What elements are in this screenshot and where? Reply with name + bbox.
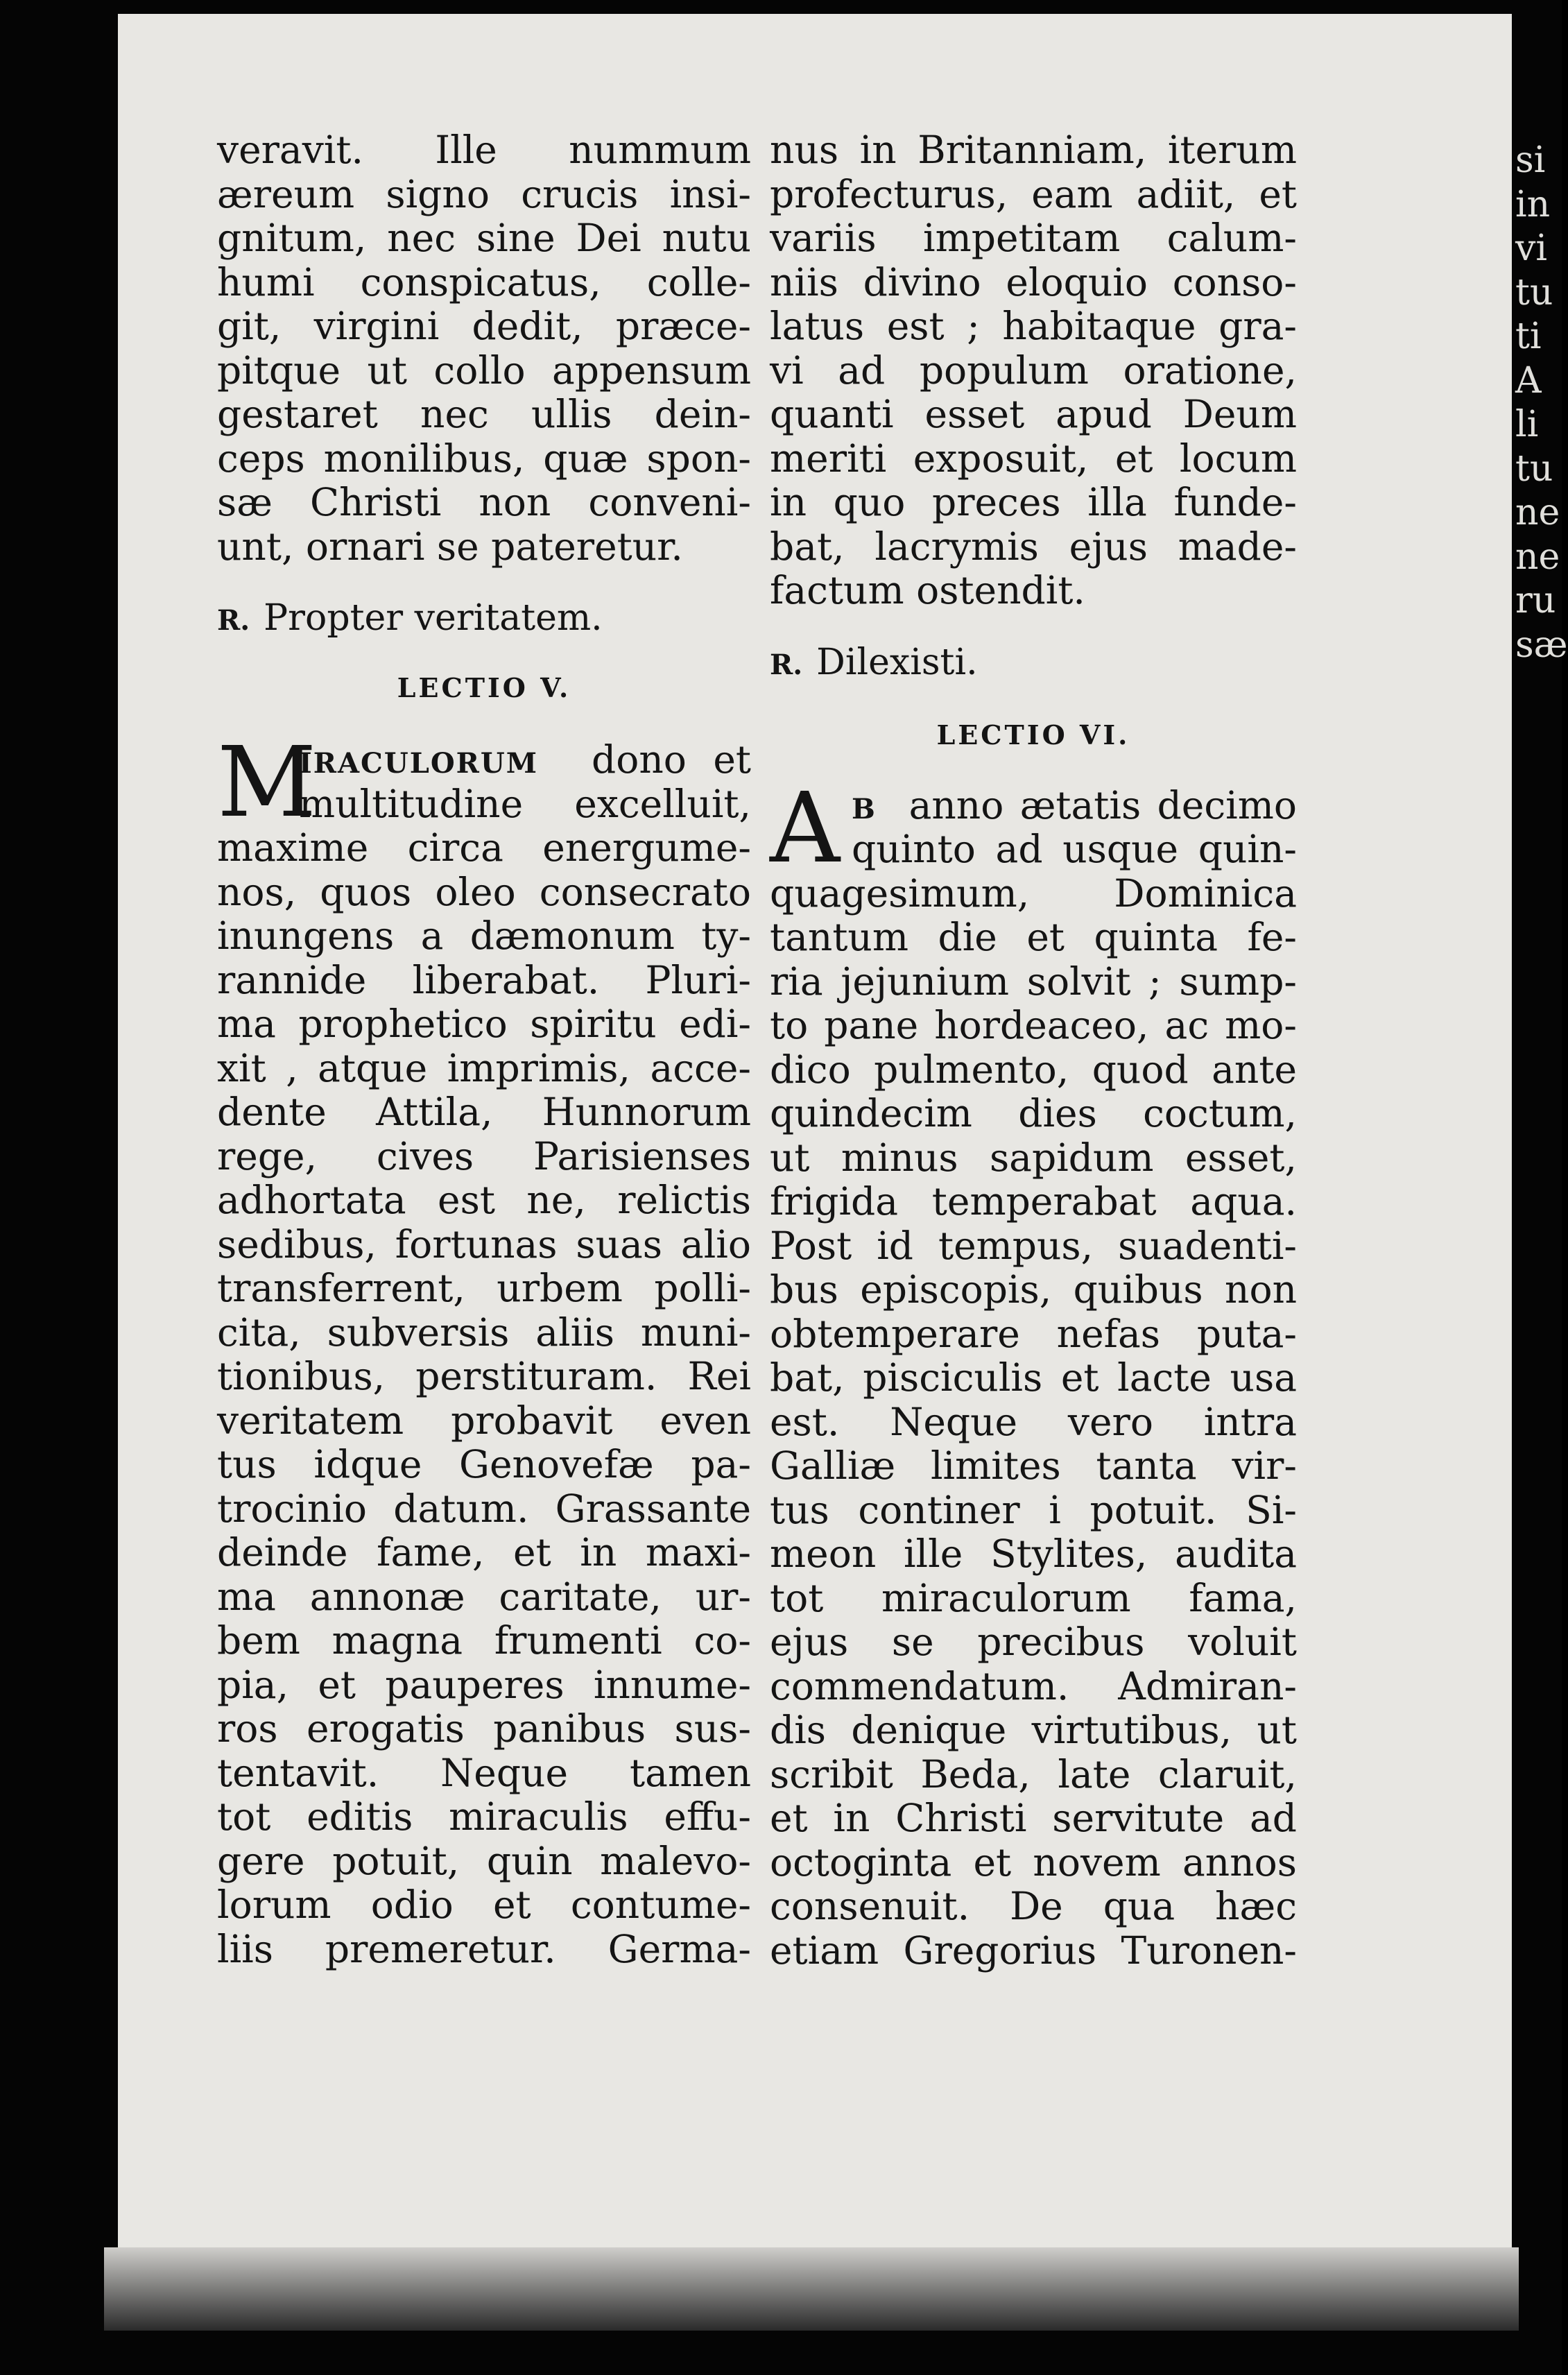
text-line: cita, subversis aliis muni- xyxy=(217,1310,751,1355)
text-line: nos, quos oleo consecrato xyxy=(217,869,751,914)
text-line: ria jejunium solvit ; sump- xyxy=(770,959,1297,1004)
right-responsory xyxy=(770,638,1297,687)
edge-fragment: li xyxy=(1515,404,1539,445)
dropcap-line-1-rest: dono et xyxy=(592,737,751,782)
text-line: Post id tempus, suadenti- xyxy=(770,1223,1297,1268)
edge-fragment: ne xyxy=(1515,535,1560,578)
text-line: dente Attila, Hunnorum xyxy=(217,1090,751,1134)
text-line: tus continer i potuit. Si- xyxy=(770,1487,1297,1532)
edge-fragment: vi xyxy=(1515,228,1548,269)
text-line: pia, et pauperes innume- xyxy=(217,1662,751,1707)
text-line: Galliæ limites tanta vir- xyxy=(770,1443,1297,1488)
responsory-mark: R. xyxy=(217,604,250,637)
text-line: rannide liberabat. Pluri- xyxy=(217,957,751,1002)
text-line: dis denique virtutibus, ut xyxy=(770,1708,1297,1752)
text-line: nus in Britanniam, iterum xyxy=(770,128,1297,172)
text-line: transferrent, urbem polli- xyxy=(217,1266,751,1310)
text-line: quindecim dies coctum, xyxy=(770,1091,1297,1135)
text-line: humi conspicatus, colle- xyxy=(217,259,751,305)
right-dropcap-block xyxy=(770,771,1298,885)
text-line: dico pulmento, quod ante xyxy=(770,1047,1297,1092)
text-line: ejus se precibus voluit xyxy=(770,1620,1297,1664)
text-line: gere potuit, quin malevo- xyxy=(217,1838,751,1883)
edge-fragment: ti xyxy=(1515,316,1542,357)
text-line: ceps monilibus, quæ spon- xyxy=(217,436,751,481)
text-line: tot editis miraculis effu- xyxy=(217,1794,751,1839)
left-dropcap-block xyxy=(217,726,751,839)
text-line: veritatem probavit even xyxy=(217,1398,751,1443)
text-line: gestaret nec ullis dein- xyxy=(217,392,751,436)
edge-fragment: sæ xyxy=(1515,624,1568,666)
left-top-text xyxy=(217,128,751,569)
lectio-heading-v: LECTIO V. xyxy=(397,672,571,703)
text-line: consenuit. De qua hæc xyxy=(770,1884,1297,1928)
text-line: vi ad populum oratione, xyxy=(770,348,1297,393)
text-line: bem magna frumenti co- xyxy=(217,1618,751,1663)
text-line: quanti esset apud Deum xyxy=(770,392,1297,436)
text-line: ma prophetico spiritu edi- xyxy=(217,1002,751,1046)
text-line: tionibus, perstituram. Rei xyxy=(217,1354,751,1398)
text-line: bat, pisciculis et lacte usa xyxy=(770,1355,1297,1400)
text-line: to pane hordeaceo, ac mo- xyxy=(770,1003,1297,1047)
text-line: bat, lacrymis ejus made- xyxy=(770,524,1297,569)
small-caps-word: B xyxy=(852,792,877,825)
dropcap-letter: A xyxy=(770,771,841,885)
dropcap-line-1 xyxy=(770,784,1297,828)
text-line: profecturus, eam adiit, et xyxy=(770,171,1297,216)
text-line: xit , atque imprimis, acce- xyxy=(217,1045,751,1090)
edge-fragment: in xyxy=(1515,183,1551,225)
text-line: etiam Gregorius Turonen- xyxy=(770,1928,1297,1973)
edge-fragment: ru xyxy=(1515,580,1556,621)
dropcap-letter: M xyxy=(217,726,317,839)
text-line: tot miraculorum fama, xyxy=(770,1575,1297,1620)
text-line: sedibus, fortunas suas alio xyxy=(217,1221,751,1267)
dropcap-line-2: multitudine excelluit, xyxy=(299,781,751,826)
text-line: deinde fame, et in maxi- xyxy=(217,1530,751,1575)
text-line: git, virgini dedit, præce- xyxy=(217,304,751,348)
dropcap-line-1-rest: anno ætatis decimo xyxy=(908,782,1298,828)
right-body-text xyxy=(770,872,1297,1973)
text-line: quagesimum, Dominica xyxy=(770,871,1297,916)
text-line: octoginta et novem annos xyxy=(770,1840,1297,1885)
left-body-text xyxy=(217,826,751,1971)
edge-fragment: si xyxy=(1515,139,1546,181)
text-line: ros erogatis panibus sus- xyxy=(217,1706,751,1751)
page-bottom-shadow xyxy=(104,2247,1519,2331)
text-line: tentavit. Neque tamen xyxy=(217,1750,751,1795)
text-line: inungens a dæmonum ty- xyxy=(217,914,751,958)
text-line: veravit. Ille nummum xyxy=(217,128,751,172)
text-line: tantum die et quinta fe- xyxy=(770,915,1297,959)
lectio-heading-vi: LECTIO VI. xyxy=(936,719,1130,751)
text-line: maxime circa energume- xyxy=(217,825,751,870)
text-line: est. Neque vero intra xyxy=(770,1399,1297,1444)
text-line: sæ Christi non conveni- xyxy=(217,480,751,524)
text-line: in quo preces illa funde- xyxy=(770,480,1297,524)
edge-fragment: tu xyxy=(1515,271,1553,314)
text-line: commendatum. Admiran- xyxy=(770,1663,1297,1708)
right-top-text xyxy=(770,128,1297,613)
text-line: æreum signo crucis insi- xyxy=(217,171,751,216)
text-line: bus episcopis, quibus non xyxy=(770,1267,1297,1312)
dropcap-line-2: quinto ad usque quin- xyxy=(852,827,1297,871)
text-line: meriti exposuit, et locum xyxy=(770,436,1297,481)
responsory-text: Propter veritatem. xyxy=(264,597,603,639)
text-line: pitque ut collo appensum xyxy=(217,348,751,393)
text-line: obtemperare nefas puta- xyxy=(770,1311,1297,1356)
text-line: gnitum, nec sine Dei nutu xyxy=(217,216,751,260)
text-line: scribit Beda, late claruit, xyxy=(770,1751,1297,1797)
edge-fragment: A xyxy=(1515,359,1542,402)
left-column xyxy=(217,128,751,1971)
text-line: rege, cives Parisienses xyxy=(217,1133,751,1178)
text-line: lorum odio et contume- xyxy=(217,1883,751,1927)
text-line: tus idque Genovefæ pa- xyxy=(217,1442,751,1486)
text-line: variis impetitam calum- xyxy=(770,216,1297,260)
text-line: ut minus sapidum esset, xyxy=(770,1135,1297,1180)
edge-fragment: ne xyxy=(1515,492,1560,533)
responsory-text: Dilexisti. xyxy=(816,641,978,683)
text-line: frigida temperabat aqua. xyxy=(770,1179,1297,1224)
right-column xyxy=(770,128,1297,1973)
responsory-mark: R. xyxy=(770,648,803,681)
text-line: unt, ornari se pateretur. xyxy=(217,524,683,569)
next-page-edge xyxy=(1515,139,1568,667)
text-line: adhortata est ne, relictis xyxy=(217,1178,751,1222)
left-responsory xyxy=(217,594,751,642)
text-line: latus est ; habitaque gra- xyxy=(770,304,1297,348)
text-line: trocinio datum. Grassante xyxy=(217,1486,751,1531)
small-caps-word: IRACULORUM xyxy=(299,747,539,780)
text-line: et in Christi servitute ad xyxy=(770,1796,1297,1840)
text-line: liis premeretur. Germa- xyxy=(217,1926,751,1971)
text-line: ma annonæ caritate, ur- xyxy=(217,1574,751,1619)
text-line: niis divino eloquio conso- xyxy=(770,259,1297,305)
edge-fragment: tu xyxy=(1515,447,1553,490)
text-line: factum ostendit. xyxy=(770,568,1085,612)
text-line: meon ille Stylites, audita xyxy=(770,1532,1297,1576)
